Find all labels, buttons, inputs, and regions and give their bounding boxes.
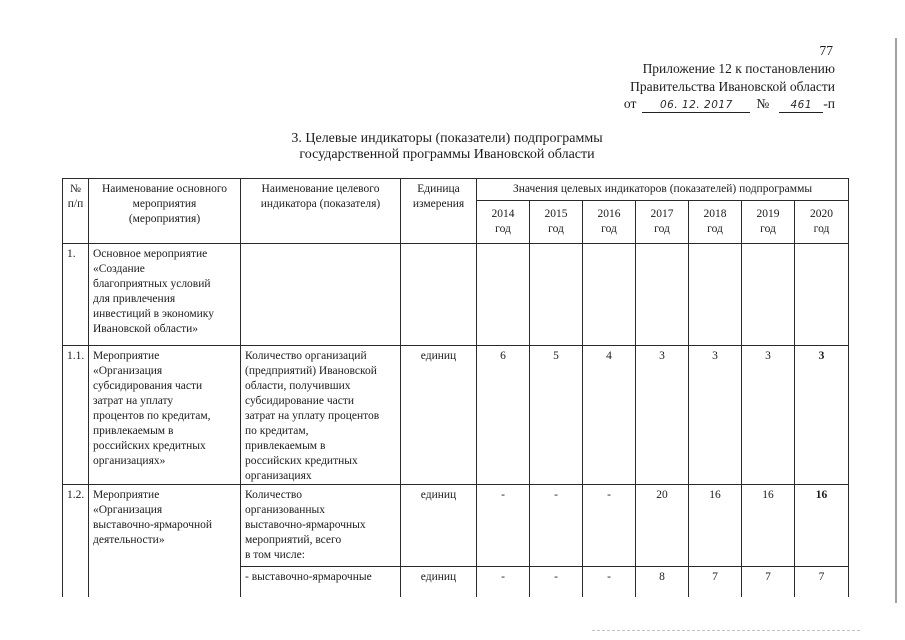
header-event: Наименование основного мероприятия (мероприятия)	[89, 179, 241, 244]
row-value: -	[583, 485, 636, 567]
row-event: Мероприятие «Организация субсидирования части затрат на уплату процентов по кредитам, привлекаемым в российских кредитных организациях»	[89, 346, 241, 485]
handwritten-date: 06. 12. 2017	[659, 99, 733, 111]
header-year: 2014 год	[477, 201, 530, 244]
section-title-line-2: государственной программы Ивановской области	[299, 147, 595, 162]
row-value: -	[477, 567, 530, 597]
table-header-row	[63, 179, 849, 201]
row-value: 3	[742, 346, 795, 485]
scan-noise-line	[592, 630, 860, 631]
header-year: 2019 год	[742, 201, 795, 244]
number-prefix: №	[756, 96, 770, 111]
row-value	[530, 244, 583, 346]
row-indicator	[241, 244, 401, 346]
row-value: -	[477, 485, 530, 567]
row-value	[742, 244, 795, 346]
row-unit: единиц	[401, 485, 477, 567]
section-title	[0, 131, 894, 163]
row-indicator: - выставочно-ярмарочные	[241, 567, 401, 597]
date-underline	[642, 97, 750, 113]
header-year: 2018 год	[689, 201, 742, 244]
row-value: 16	[742, 485, 795, 567]
row-event: Основное мероприятие «Создание благоприятных условий для привлечения инвестиций в экономику Ивановской области»	[89, 244, 241, 346]
appendix-line-2: Правительства Ивановской области	[630, 78, 835, 94]
row-event: Мероприятие «Организация выставочно-ярмарочной деятельности»	[89, 485, 241, 597]
header-year: 2015 год	[530, 201, 583, 244]
table-row	[63, 346, 849, 485]
resolution-date-line	[624, 95, 835, 113]
row-value: 7	[742, 567, 795, 597]
header-num: № п/п	[63, 179, 89, 244]
header-indicator: Наименование целевого индикатора (показателя)	[241, 179, 401, 244]
appendix-header	[624, 60, 835, 113]
row-value: 8	[636, 567, 689, 597]
number-suffix: -п	[823, 96, 835, 111]
row-value: 6	[477, 346, 530, 485]
row-value: 7	[795, 567, 849, 597]
row-value	[636, 244, 689, 346]
row-value: -	[530, 567, 583, 597]
date-prefix: от	[623, 96, 637, 111]
row-value: 3	[689, 346, 742, 485]
row-num: 1.	[63, 244, 89, 346]
row-value: 5	[530, 346, 583, 485]
row-indicator: Количество организованных выставочно-ярмарочных мероприятий, всего в том числе:	[241, 485, 401, 567]
row-num: 1.1.	[63, 346, 89, 485]
row-value	[477, 244, 530, 346]
row-indicator: Количество организаций (предприятий) Ивановской области, получивших субсидирование части затрат на уплату процентов по кредитам, привлекаемым в российских кредитных организациях	[241, 346, 401, 485]
header-unit: Единица измерения	[401, 179, 477, 244]
row-value	[795, 244, 849, 346]
row-unit: единиц	[401, 346, 477, 485]
appendix-line-1: Приложение 12 к постановлению	[642, 61, 835, 76]
row-unit	[401, 244, 477, 346]
header-year: 2020 год	[795, 201, 849, 244]
row-value: 3	[795, 346, 849, 485]
row-value	[583, 244, 636, 346]
row-value: 4	[583, 346, 636, 485]
number-underline	[779, 97, 823, 113]
row-value: 20	[636, 485, 689, 567]
header-year: 2016 год	[583, 201, 636, 244]
handwritten-number: 461	[790, 99, 813, 111]
row-value: 7	[689, 567, 742, 597]
row-value: 3	[636, 346, 689, 485]
header-year: 2017 год	[636, 201, 689, 244]
row-value	[689, 244, 742, 346]
row-unit: единиц	[401, 567, 477, 597]
section-title-line-1: 3. Целевые индикаторы (показатели) подпрограммы	[291, 131, 603, 146]
header-values-group: Значения целевых индикаторов (показателей) подпрограммы	[477, 179, 849, 201]
row-value: -	[530, 485, 583, 567]
table-row	[63, 244, 849, 346]
row-value: 16	[689, 485, 742, 567]
indicators-table	[62, 178, 849, 597]
page-number: 77	[819, 43, 833, 58]
row-value: 16	[795, 485, 849, 567]
row-num: 1.2.	[63, 485, 89, 597]
table-row	[63, 485, 849, 567]
row-value: -	[583, 567, 636, 597]
scan-edge-line	[895, 38, 897, 603]
